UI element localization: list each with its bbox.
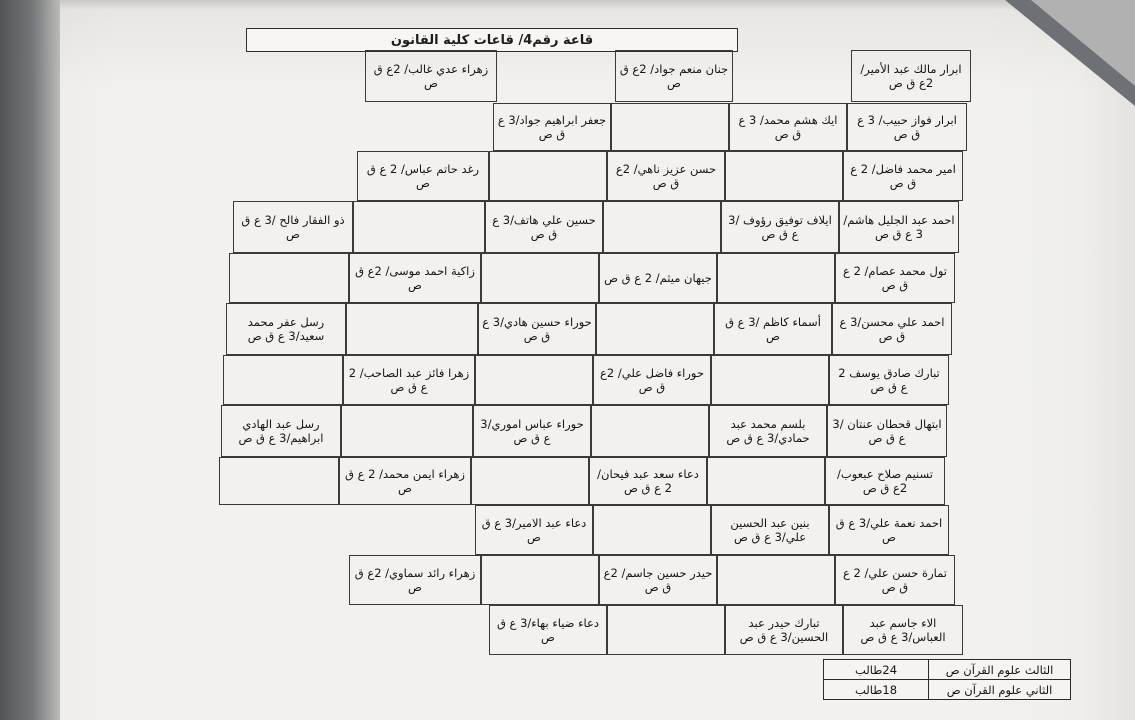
table-cell-student: ايلاف توفيق رؤوف /3 ع ق ص — [721, 201, 839, 253]
table-cell-empty — [711, 355, 829, 405]
table-cell-student: حوراء عباس اموري/3 ع ق ص — [473, 405, 591, 457]
table-cell-student: حسن عزيز ناهي/ 2ع ق ص — [607, 151, 725, 201]
table-cell-student: حوراء حسين هادي/3 ع ق ص — [478, 303, 596, 355]
table-cell-student: ذو الفقار فالح /3 ع ق ص — [233, 201, 353, 253]
table-cell-empty — [596, 303, 714, 355]
table-cell-empty — [591, 405, 709, 457]
table-cell-student: جعفر ابراهيم جواد/3 ع ق ص — [493, 103, 611, 151]
table-cell-student: دعاء سعد عبد فيحان/ 2 ع ق ص — [589, 457, 707, 505]
document-title-box — [246, 28, 738, 52]
table-cell-empty — [475, 355, 593, 405]
table-cell-empty — [497, 50, 615, 102]
table-cell-student: زهراء عدي غالب/ 2ع ق ص — [365, 50, 497, 102]
table-cell-student: زهراء رائد سماوي/ 2ع ق ص — [349, 555, 481, 605]
table-cell-empty — [223, 355, 343, 405]
table-cell-empty — [341, 405, 473, 457]
table-cell-empty — [241, 103, 361, 151]
table-cell-student: دعاء عبد الامير/3 ع ق ص — [475, 505, 593, 555]
legend-student-count: 18طالب — [854, 682, 898, 697]
table-cell-student: رسل عفر محمد سعيد/3 ع ق ص — [226, 303, 346, 355]
table-cell-empty — [717, 555, 835, 605]
document-title: قاعة رقم4/ قاعات كلية القانون — [390, 32, 594, 48]
legend-class-name: الثالث علوم القرآن ص — [928, 660, 1070, 679]
table-cell-student: جنان منعم جواد/ 2ع ق ص — [615, 50, 733, 102]
page-top-edge — [60, 0, 1135, 10]
page-binding-shadow — [0, 0, 60, 720]
table-cell-empty — [481, 253, 599, 303]
table-cell-empty — [489, 151, 607, 201]
legend-class-name: الثاني علوم القرآن ص — [928, 680, 1070, 699]
table-cell-student: رغد حاتم عباس/ 2 ع ق ص — [357, 151, 489, 201]
table-cell-empty — [593, 505, 711, 555]
table-cell-empty — [611, 103, 729, 151]
table-cell-student: ابتهال قحطان عنتان /3 ع ق ص — [827, 405, 947, 457]
table-cell-student: أسماء كاظم /3 ع ق ص — [714, 303, 832, 355]
table-cell-student: جيهان ميثم/ 2 ع ق ص — [599, 253, 717, 303]
table-cell-student: رسل عبد الهادي ابراهيم/3 ع ق ص — [221, 405, 341, 457]
table-cell-empty — [603, 201, 721, 253]
table-cell-student: بلسم محمد عبد حمادي/3 ع ق ص — [709, 405, 827, 457]
table-cell-empty — [219, 457, 339, 505]
table-cell-empty — [733, 50, 851, 102]
table-cell-empty — [725, 151, 843, 201]
legend-student-count: 24طالب — [854, 662, 898, 677]
table-cell-empty — [707, 457, 825, 505]
table-cell-empty — [237, 605, 357, 655]
table-cell-empty — [237, 151, 357, 201]
table-cell-student: احمد علي محسن/3 ع ق ص — [832, 303, 952, 355]
table-cell-student: الاء جاسم عبد العباس/3 ع ق ص — [843, 605, 963, 655]
table-cell-empty — [361, 103, 493, 151]
table-cell-student: تسنيم صلاح عبعوب/ 2ع ق ص — [825, 457, 945, 505]
table-cell-student: حسين علي هاتف/3 ع ق ص — [485, 201, 603, 253]
table-cell-empty — [229, 253, 349, 303]
table-cell-student: تبارك صادق يوسف 2 ع ق ص — [829, 355, 949, 405]
table-cell-empty — [471, 457, 589, 505]
table-cell-student: ايك هشم محمد/ 3 ع ق ص — [729, 103, 847, 151]
table-cell-empty — [245, 50, 365, 102]
table-cell-student: حيدر حسين جاسم/ 2ع ق ص — [599, 555, 717, 605]
table-cell-student: احمد عبد الجليل هاشم/ 3 ع ق ص — [839, 201, 959, 253]
seating-table — [219, 50, 1051, 655]
table-cell-empty — [343, 505, 475, 555]
table-cell-empty — [223, 505, 343, 555]
table-cell-student: دعاء ضياء بهاء/3 ع ق ص — [489, 605, 607, 655]
legend-table — [823, 659, 1071, 700]
table-cell-student: زاكية احمد موسى/ 2ع ق ص — [349, 253, 481, 303]
table-cell-student: ابرار فواز حبيب/ 3 ع ق ص — [847, 103, 967, 151]
table-cell-student: ابرار مالك عبد الأمير/ 2ع ق ص — [851, 50, 971, 102]
table-cell-empty — [357, 605, 489, 655]
table-cell-student: تبارك حيدر عبد الحسين/3 ع ق ص — [725, 605, 843, 655]
table-cell-student: تول محمد عصام/ 2 ع ق ص — [835, 253, 955, 303]
table-cell-student: زهراء ايمن محمد/ 2 ع ق ص — [339, 457, 471, 505]
table-cell-empty — [229, 555, 349, 605]
table-cell-empty — [481, 555, 599, 605]
legend-row — [824, 680, 1070, 699]
table-cell-empty — [353, 201, 485, 253]
table-cell-empty — [717, 253, 835, 303]
table-cell-student: زهرا فائز عبد الصاحب/ 2 ع ق ص — [343, 355, 475, 405]
legend-row — [824, 660, 1070, 680]
table-cell-student: تمارة حسن علي/ 2 ع ق ص — [835, 555, 955, 605]
table-cell-student: امير محمد فاضل/ 2 ع ق ص — [843, 151, 963, 201]
table-cell-empty — [346, 303, 478, 355]
table-cell-student: احمد نعمة علي/3 ع ق ص — [829, 505, 949, 555]
table-cell-student: حوراء فاضل علي/ 2ع ق ص — [593, 355, 711, 405]
table-cell-empty — [607, 605, 725, 655]
table-cell-student: بنين عبد الحسين علي/3 ع ق ص — [711, 505, 829, 555]
